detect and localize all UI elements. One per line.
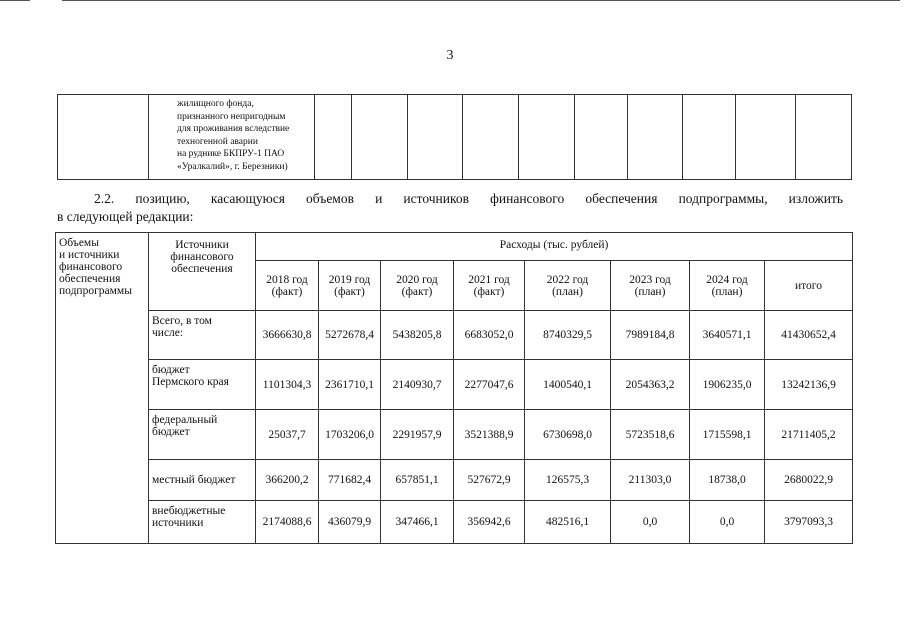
value-cell: 211303,0 bbox=[611, 460, 690, 501]
prev-table-cell bbox=[352, 95, 408, 180]
value-cell: 347466,1 bbox=[381, 501, 454, 544]
paragraph-line-2: в следующей редакции: bbox=[57, 209, 194, 224]
value-cell: 6683052,0 bbox=[454, 311, 525, 360]
value-cell: 527672,9 bbox=[454, 460, 525, 501]
value-cell: 25037,7 bbox=[256, 410, 319, 460]
value-cell: 5438205,8 bbox=[381, 311, 454, 360]
financing-table bbox=[55, 232, 853, 544]
year-header: 2021 год (факт) bbox=[454, 261, 525, 311]
page-number: 3 bbox=[446, 48, 454, 63]
value-cell: 5723518,6 bbox=[611, 410, 690, 460]
row-label: бюджет Пермского края bbox=[149, 360, 256, 410]
value-cell: 18738,0 bbox=[690, 460, 765, 501]
row-label: местный бюджет bbox=[149, 460, 256, 501]
prev-table-cell bbox=[683, 95, 736, 180]
value-cell: 356942,6 bbox=[454, 501, 525, 544]
value-cell: 6730698,0 bbox=[525, 410, 611, 460]
total-cell: 13242136,9 bbox=[765, 360, 853, 410]
value-cell: 3666630,8 bbox=[256, 311, 319, 360]
sources-header: Источники финансового обеспечения bbox=[149, 233, 256, 311]
value-cell: 1400540,1 bbox=[525, 360, 611, 410]
value-cell: 2277047,6 bbox=[454, 360, 525, 410]
value-cell: 0,0 bbox=[690, 501, 765, 544]
value-cell: 657851,1 bbox=[381, 460, 454, 501]
value-cell: 2361710,1 bbox=[319, 360, 381, 410]
prev-table-cell bbox=[463, 95, 519, 180]
prev-table-cell bbox=[736, 95, 796, 180]
value-cell: 1906235,0 bbox=[690, 360, 765, 410]
prev-table-cell bbox=[575, 95, 628, 180]
row-label: внебюджетные источники bbox=[149, 501, 256, 544]
row-label: Всего, в том числе: bbox=[149, 311, 256, 360]
value-cell: 0,0 bbox=[611, 501, 690, 544]
prev-table-cell bbox=[796, 95, 852, 180]
value-cell: 2174088,6 bbox=[256, 501, 319, 544]
prev-table-cell bbox=[149, 95, 315, 180]
prev-table-cell bbox=[58, 95, 149, 180]
year-header: 2023 год (план) bbox=[611, 261, 690, 311]
prev-table-cell bbox=[315, 95, 352, 180]
total-cell: 41430652,4 bbox=[765, 311, 853, 360]
value-cell: 8740329,5 bbox=[525, 311, 611, 360]
value-cell: 2291957,9 bbox=[381, 410, 454, 460]
year-header: 2018 год (факт) bbox=[256, 261, 319, 311]
prev-table-cell bbox=[408, 95, 463, 180]
total-header: итого bbox=[765, 261, 853, 311]
prev-table-cell bbox=[628, 95, 683, 180]
paragraph-line-1: 2.2. позицию, касающуюся объемов и источников финансового обеспечения подпрограммы, изложить bbox=[94, 191, 843, 206]
year-header: 2024 год (план) bbox=[690, 261, 765, 311]
year-header: 2019 год (факт) bbox=[319, 261, 381, 311]
value-cell: 1101304,3 bbox=[256, 360, 319, 410]
previous-table-fragment bbox=[57, 94, 852, 180]
value-cell: 2054363,2 bbox=[611, 360, 690, 410]
year-header: 2020 год (факт) bbox=[381, 261, 454, 311]
value-cell: 482516,1 bbox=[525, 501, 611, 544]
financing-volume-header: Объемы и источники финансового обеспечения подпрограммы bbox=[56, 233, 149, 544]
prev-table-text: жилищного фонда, признанного непригодным для проживания вследствие техногенной аварии на руднике БКПРУ-1 ПАО «Уралкалий», г. Березники) bbox=[177, 99, 290, 172]
top-border-left bbox=[0, 0, 30, 1]
value-cell: 366200,2 bbox=[256, 460, 319, 501]
value-cell: 3640571,1 bbox=[690, 311, 765, 360]
value-cell: 771682,4 bbox=[319, 460, 381, 501]
total-cell: 2680022,9 bbox=[765, 460, 853, 501]
value-cell: 1715598,1 bbox=[690, 410, 765, 460]
value-cell: 1703206,0 bbox=[319, 410, 381, 460]
value-cell: 436079,9 bbox=[319, 501, 381, 544]
amendment-paragraph bbox=[57, 190, 843, 226]
expenses-header: Расходы (тыс. рублей) bbox=[256, 233, 853, 261]
total-cell: 21711405,2 bbox=[765, 410, 853, 460]
total-cell: 3797093,3 bbox=[765, 501, 853, 544]
value-cell: 2140930,7 bbox=[381, 360, 454, 410]
value-cell: 3521388,9 bbox=[454, 410, 525, 460]
row-label: федеральный бюджет bbox=[149, 410, 256, 460]
year-header: 2022 год (план) bbox=[525, 261, 611, 311]
top-border-right bbox=[62, 0, 900, 1]
value-cell: 126575,3 bbox=[525, 460, 611, 501]
value-cell: 5272678,4 bbox=[319, 311, 381, 360]
value-cell: 7989184,8 bbox=[611, 311, 690, 360]
prev-table-cell bbox=[519, 95, 575, 180]
